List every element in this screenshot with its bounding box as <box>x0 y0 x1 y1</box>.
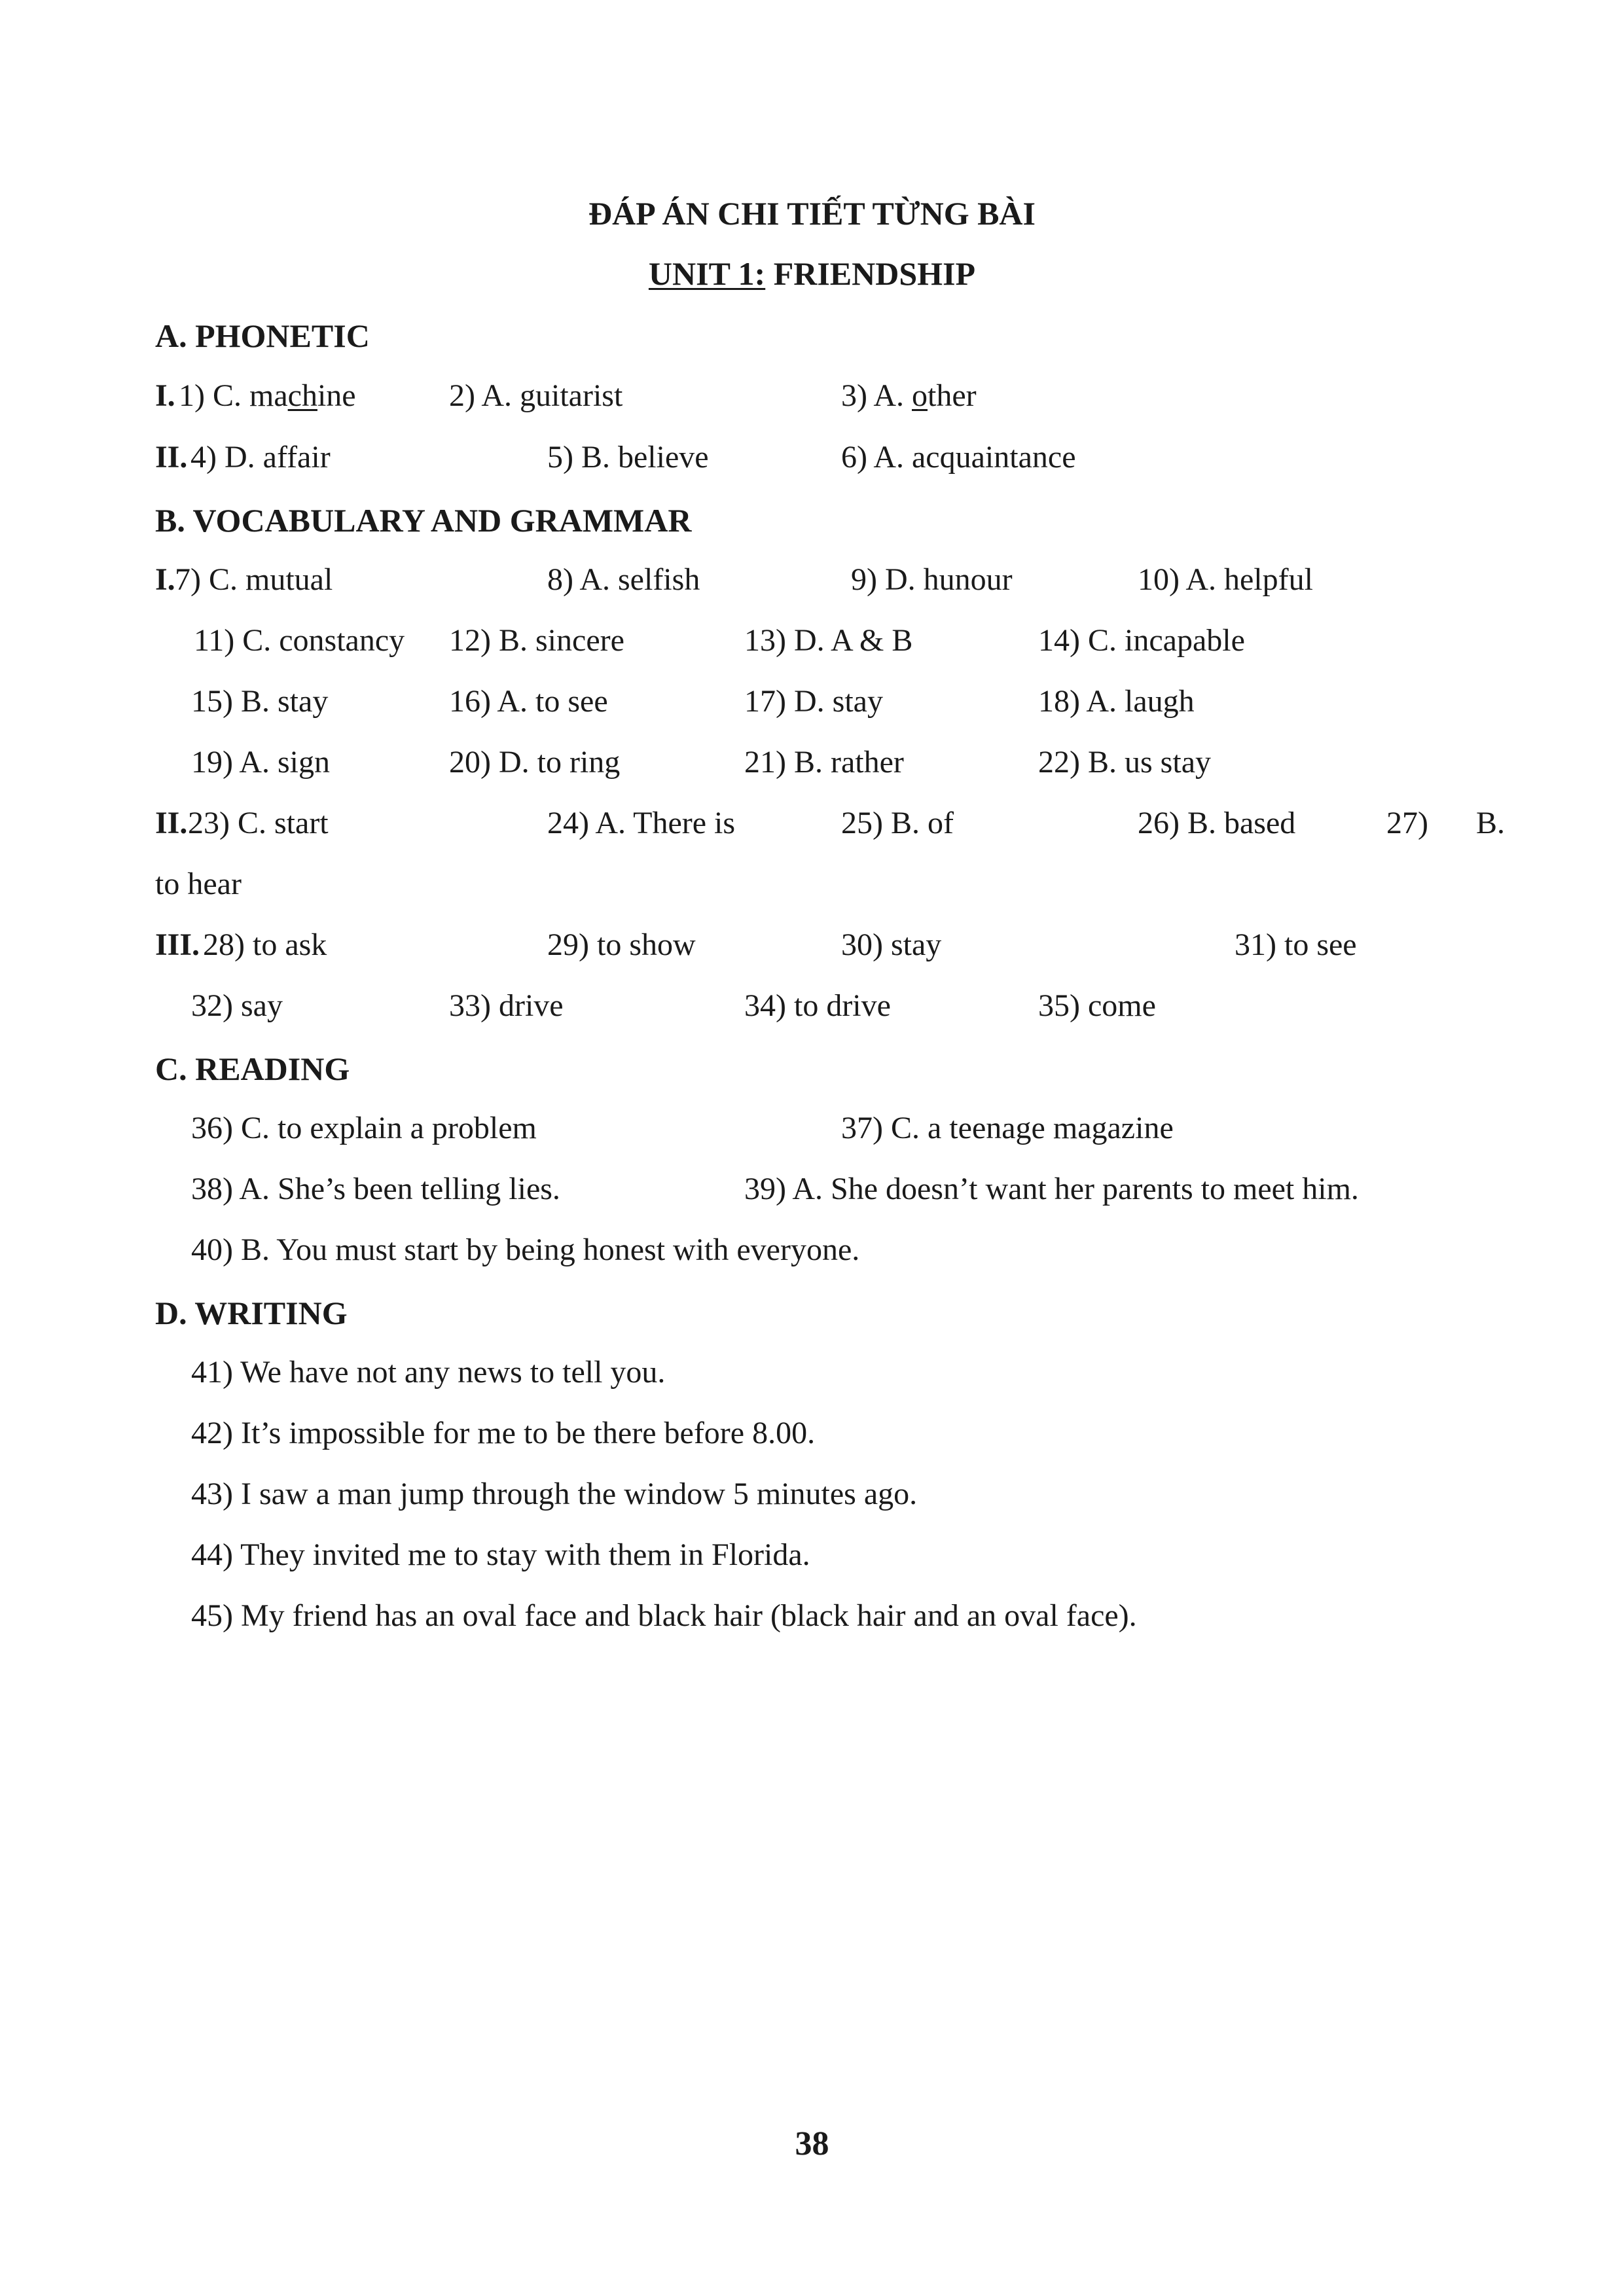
unit-name: FRIENDSHIP <box>765 255 976 292</box>
section-heading-writing: D. WRITING <box>155 1295 348 1331</box>
answer-12: 12) B. sincere <box>449 623 624 658</box>
answer-20: 20) D. to ring <box>449 745 621 780</box>
answer-32: 32) say <box>191 988 283 1023</box>
answer-19: 19) A. sign <box>191 745 331 780</box>
answer-21: 21) B. rather <box>744 745 904 780</box>
answer-40: 40) B. You must start by being honest with everyone. <box>191 1232 860 1267</box>
answer-25: 25) B. of <box>841 806 954 840</box>
answer-23: 23) C. start <box>188 806 329 840</box>
page-number: 38 <box>795 2125 829 2162</box>
answer-9: 9) D. hunour <box>851 562 1013 597</box>
answer-33: 33) drive <box>449 988 564 1023</box>
answer-4: 4) D. affair <box>190 440 331 475</box>
answer-1: 1) C. machine <box>179 378 356 413</box>
answer-27-letter: B. <box>1476 806 1506 840</box>
answer-36: 36) C. to explain a problem <box>191 1111 537 1145</box>
answer-11: 11) C. constancy <box>194 623 405 658</box>
answer-34: 34) to drive <box>744 988 891 1023</box>
answer-27-number: 27) <box>1386 806 1428 840</box>
answer-38: 38) A. She’s been telling lies. <box>191 1172 560 1206</box>
answer-2: 2) A. guitarist <box>449 378 623 413</box>
phonetic-row-1-label: I. <box>155 378 175 413</box>
answer-2-underlined: g <box>520 378 535 413</box>
answer-43: 43) I saw a man jump through the window 5 minutes ago. <box>191 1477 918 1511</box>
section-heading-phonetic: A. PHONETIC <box>155 317 370 354</box>
answer-10: 10) A. helpful <box>1138 562 1313 597</box>
answer-37: 37) C. a teenage magazine <box>841 1111 1174 1145</box>
answer-14: 14) C. incapable <box>1038 623 1245 658</box>
answer-24: 24) A. There is <box>547 806 736 840</box>
section-heading-vocabulary: B. VOCABULARY AND GRAMMAR <box>155 502 692 539</box>
section-heading-reading: C. READING <box>155 1050 350 1087</box>
answer-45: 45) My friend has an oval face and black hair (black hair and an oval face). <box>191 1598 1137 1633</box>
answer-30: 30) stay <box>841 927 942 962</box>
unit-label: UNIT 1: <box>648 255 766 292</box>
answer-6: 6) A. acquaintance <box>841 440 1076 475</box>
answer-42: 42) It’s impossible for me to be there before 8.00. <box>191 1416 816 1450</box>
vocab-part-1-label: I. <box>155 562 175 597</box>
answer-15: 15) B. stay <box>191 684 329 719</box>
answer-41: 41) We have not any news to tell you. <box>191 1355 666 1390</box>
answer-3-underlined: o <box>912 378 928 413</box>
answer-18: 18) A. laugh <box>1038 684 1195 719</box>
phonetic-row-2-label: II. <box>155 440 188 475</box>
answer-3: 3) A. other <box>841 378 977 413</box>
unit-title <box>0 254 1624 293</box>
answer-7: 7) C. mutual <box>175 562 333 597</box>
answer-8: 8) A. selfish <box>547 562 700 597</box>
vocab-part-3-label: III. <box>155 927 200 962</box>
answer-17: 17) D. stay <box>744 684 883 719</box>
answer-1-underlined: ch <box>287 378 317 413</box>
answer-39: 39) A. She doesn’t want her parents to meet him. <box>744 1172 1359 1206</box>
page-title: ĐÁP ÁN CHI TIẾT TỪNG BÀI <box>588 195 1036 232</box>
answer-44: 44) They invited me to stay with them in Florida. <box>191 1537 810 1572</box>
answer-26: 26) B. based <box>1138 806 1296 840</box>
answer-13: 13) D. A & B <box>744 623 913 658</box>
vocab-part-2-label: II. <box>155 806 188 840</box>
answer-29: 29) to show <box>547 927 696 962</box>
answer-22: 22) B. us stay <box>1038 745 1211 780</box>
answer-31: 31) to see <box>1235 927 1357 962</box>
answer-5: 5) B. believe <box>547 440 709 475</box>
answer-27-continued: to hear <box>155 867 242 901</box>
answer-35: 35) come <box>1038 988 1156 1023</box>
answer-16: 16) A. to see <box>449 684 608 719</box>
answer-28: 28) to ask <box>203 927 327 962</box>
